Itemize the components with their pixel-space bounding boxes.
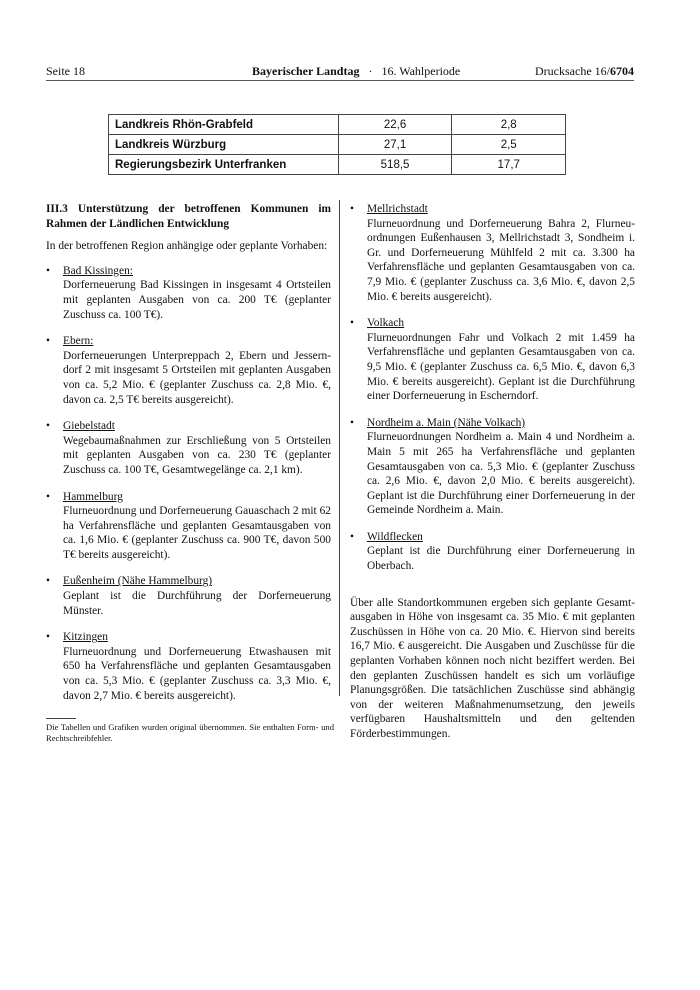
summary-paragraph: Über alle Standortkommunen ergeben sich geplante Gesamtausgaben in Höhe von insgesamt ca. 35 Mio. € mit geplanten Zuschüssen in Höhe von ca. 20 Mio. €. Hiervon sind bereits 16,7 Mio. € ausgereicht. Die Ausgaben und Zuschüsse für die geplanten Vorhaben können noch nicht beziffert werden. Bei den geplanten Zuschüssen handelt es sich um vorläufige Planungsgrößen. Die tatsächlichen Zuschüsse sind abhängig von der weiteren Maßnahmenumsetzung, den jeweils verfügbaren Haushaltsmitteln und den geltenden Förderbestimmungen. xyxy=(350,596,635,740)
item-title: Eußenheim (Nähe Hammelburg) xyxy=(63,575,213,588)
list-item xyxy=(46,419,331,477)
section-heading: III.3 Unterstützung der betroffenen Kommunen im Rahmen der Ländlichen Entwicklung xyxy=(46,203,331,230)
list-item xyxy=(46,490,331,563)
item-text: Geplant ist die Durchführung einer Dorferneuerung in Oberbach. xyxy=(367,545,635,573)
document-number xyxy=(535,64,634,79)
table-cell-value: 2,8 xyxy=(452,115,566,135)
bullet-marker: • xyxy=(350,530,354,543)
bullet-marker: • xyxy=(46,264,50,277)
table-row xyxy=(109,155,566,175)
table-cell-value: 22,6 xyxy=(338,115,452,135)
item-text: Flurneuordnungen Nordheim a. Main 4 und Nordheim a. Main 5 mit 265 ha Verfahrensfläche und geplanten Gesamtausgaben von ca. 5,3 Mio. € (geplanter Zuschuss ca. 2,6 Mio. €, davon 2,0 Mio. € bereits ausgereicht). Geplant ist die Durchführung einer Dorferneuerung in der Gemeinde Nordheim a. Main. xyxy=(367,431,635,517)
bullet-marker: • xyxy=(350,416,354,429)
table-cell-name: Landkreis Würzburg xyxy=(109,135,339,155)
table-cell-name: Landkreis Rhön-Grabfeld xyxy=(109,115,339,135)
bullet-marker: • xyxy=(350,317,354,330)
table-cell-value: 518,5 xyxy=(338,155,452,175)
table-cell-name: Regierungsbezirk Unterfranken xyxy=(109,155,339,175)
footnote: Die Tabellen und Grafiken wurden original übernommen. Sie enthalten Form- und Rechtschreibfehler. xyxy=(46,722,334,743)
header-separator: · xyxy=(368,64,373,78)
bullet-marker: • xyxy=(350,203,354,215)
legislative-period: 16. Wahlperiode xyxy=(381,64,461,78)
table-row xyxy=(109,135,566,155)
item-title: Bad Kissingen: xyxy=(63,264,133,277)
item-text: Wegebaumaßnahmen zur Erschließung von 5 Ortsteilen mit geplanten Ausgaben von ca. 230 T€ (geplanter Zuschuss ca. 100 T€, Gesamtwegelänge ca. 2,1 km). xyxy=(63,434,331,476)
header-center xyxy=(252,64,460,79)
item-text: Flurneuordnungen Fahr und Volkach 2 mit 1.459 ha Verfahrensfläche und geplanten Gesamtausgaben von ca. 9,5 Mio. € (geplanter Zuschuss ca. 6,5 Mio. €, davon 6,3 Mio. € bereits ausgereicht). Geplant ist die Durchführung einer Dorferneuerung in Escherndorf. xyxy=(367,331,635,403)
list-item xyxy=(350,530,635,574)
table-row xyxy=(109,115,566,135)
item-title: Hammelburg xyxy=(63,490,123,503)
item-title: Giebelstadt xyxy=(63,420,115,433)
page-number: Seite 18 xyxy=(46,64,85,78)
list-item xyxy=(350,416,635,518)
column-divider xyxy=(339,200,340,696)
bullet-marker: • xyxy=(46,575,50,588)
item-text: Flurneuordnung und Dorferneuerung Gauaschach 2 mit 62 ha Verfahrensfläche und geplanten Gesamtausgaben von ca. 1,6 Mio. € (geplanter Zuschuss ca. 900 T€, davon 500 T€ bereits ausgereicht). xyxy=(63,505,331,561)
left-column xyxy=(46,202,331,715)
table-cell-value: 2,5 xyxy=(452,135,566,155)
item-text: Flurneuordnung und Dorferneuerung Etwashausen mit 650 ha Verfahrensfläche und geplanten Gesamtausgaben von ca. 5,3 Mio. € (geplanter Zuschuss ca. 3,3 Mio. €, davon 2,7 Mio. € bereits ausgereicht). xyxy=(63,645,331,702)
item-text: Dorferneuerungen Unterpreppach 2, Ebern und Jesserndorf 2 mit insgesamt 5 Ortsteilen mit geplanten Ausgaben von ca. 5,2 Mio. € (geplanter Zuschuss ca. 2,8 Mio. €, davon ca. 2,5 T€ bereits ausgereicht). xyxy=(63,349,331,406)
footnote-rule xyxy=(46,718,76,719)
parliament-name: Bayerischer Landtag xyxy=(252,64,360,78)
list-item xyxy=(46,264,331,322)
item-title: Nordheim a. Main (Nähe Volkach) xyxy=(367,416,526,429)
item-title: Kitzingen xyxy=(63,631,108,644)
list-item xyxy=(46,630,331,703)
item-title: Mellrichstadt xyxy=(367,203,428,215)
item-title: Volkach xyxy=(367,317,405,330)
right-column xyxy=(350,202,635,742)
section-intro: In der betroffenen Region anhängige oder geplante Vorhaben: xyxy=(46,240,328,253)
list-item xyxy=(350,202,635,304)
item-title: Wildflecken xyxy=(367,530,423,543)
bullet-marker: • xyxy=(46,420,50,433)
list-item xyxy=(46,574,331,618)
table-cell-value: 27,1 xyxy=(338,135,452,155)
table-cell-value: 17,7 xyxy=(452,155,566,175)
item-text: Dorferneuerung Bad Kissingen in insgesamt 4 Ortsteilen mit geplanten Ausgaben von ca. 200 T€ (geplanter Zuschuss ca. 100 T€). xyxy=(63,279,331,321)
page-header xyxy=(46,64,634,81)
item-text: Flurneuordnung und Dorferneuerung Bahra 2, Flurneuordnungen Eußenhausen 3, Mellrichstadt 3, Sondheim i. Gr. und Dorferneuerung Mühlfeld 2 mit ca. 3.300 ha Verfahrensfläche und geplanten Gesamtausgaben von ca. 7,9 Mio. € (geplanter Zuschuss ca. 3,6 Mio. €, davon 2,5 Mio. € bereits ausgereicht). xyxy=(367,217,635,303)
list-item xyxy=(350,316,635,404)
item-title: Ebern: xyxy=(63,335,94,348)
document-prefix: Drucksache 16/ xyxy=(535,64,610,78)
cost-table xyxy=(108,114,566,175)
bullet-marker: • xyxy=(46,335,50,348)
bullet-marker: • xyxy=(46,490,50,503)
item-text: Geplant ist die Durchführung der Dorferneuerung Münster. xyxy=(63,590,331,617)
bullet-marker: • xyxy=(46,631,50,644)
document-number-value: 6704 xyxy=(610,64,634,78)
list-item xyxy=(46,334,331,407)
